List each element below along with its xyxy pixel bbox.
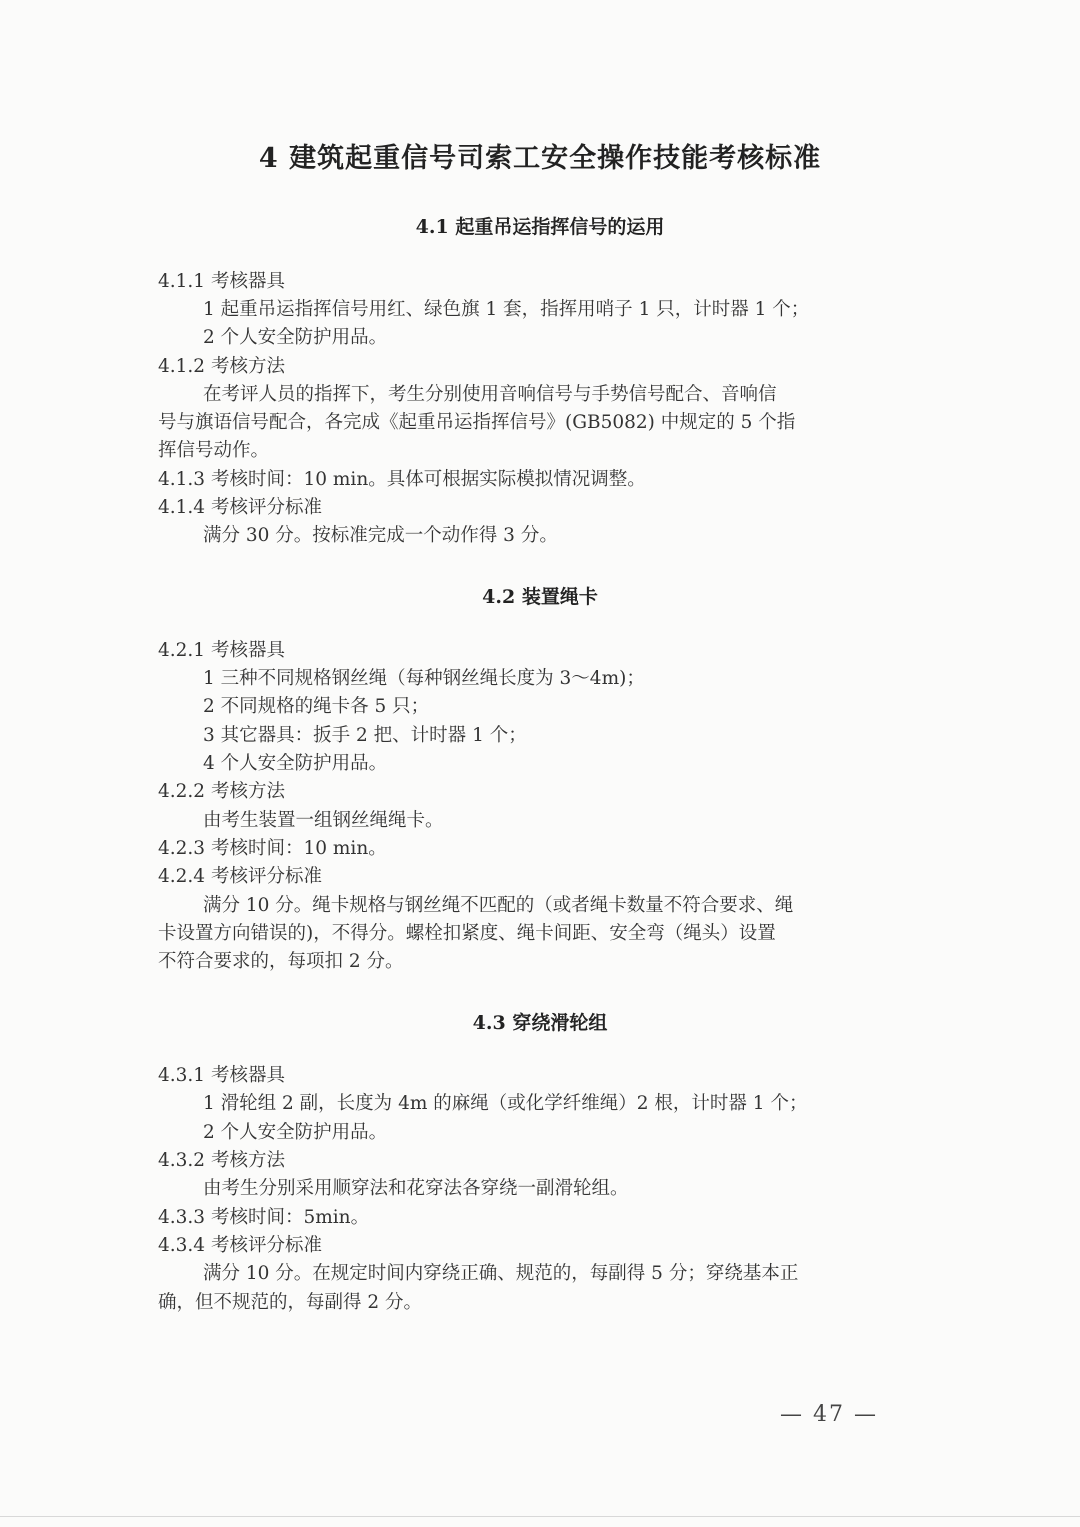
paragraph-line: 由考生装置一组钢丝绳绳卡。 xyxy=(203,810,444,831)
paragraph-line: 号与旗语信号配合，各完成《起重吊运指挥信号》(GB5082) 中规定的 5 个指 xyxy=(158,412,796,433)
paragraph-line: 满分 10 分。绳卡规格与钢丝绳不匹配的（或者绳卡数量不符合要求、绳 xyxy=(203,895,794,916)
list-item: 2 个人安全防护用品。 xyxy=(203,1122,388,1143)
paragraph-line: 在考评人员的指挥下，考生分别使用音响信号与手势信号配合、音响信 xyxy=(203,384,777,405)
section-4-3-heading: 4.3 穿绕滑轮组 xyxy=(472,1012,608,1034)
section-4-1-1-heading: 4.1.1 考核器具 xyxy=(158,271,285,292)
section-4-1-2-heading: 4.1.2 考核方法 xyxy=(158,356,285,377)
list-item: 1 起重吊运指挥信号用红、绿色旗 1 套，指挥用哨子 1 只，计时器 1 个； xyxy=(203,299,810,320)
section-4-3-4-heading: 4.3.4 考核评分标准 xyxy=(158,1235,322,1256)
section-4-2-3-text: 4.2.3 考核时间：10 min。 xyxy=(158,838,387,859)
section-4-1-3-text: 4.1.3 考核时间：10 min。具体可根据实际模拟情况调整。 xyxy=(158,469,646,490)
list-item: 3 其它器具：扳手 2 把、计时器 1 个； xyxy=(203,725,527,746)
list-item: 1 滑轮组 2 副，长度为 4m 的麻绳（或化学纤维绳）2 根，计时器 1 个； xyxy=(203,1093,808,1114)
section-4-2-1-heading: 4.2.1 考核器具 xyxy=(158,640,285,661)
paragraph-line: 挥信号动作。 xyxy=(158,440,270,461)
section-4-1-4-heading: 4.1.4 考核评分标准 xyxy=(158,497,322,518)
paragraph-line: 卡设置方向错误的)，不得分。螺栓扣紧度、绳卡间距、安全弯（绳头）设置 xyxy=(158,923,776,944)
list-item: 2 个人安全防护用品。 xyxy=(203,327,388,348)
list-item: 2 不同规格的绳卡各 5 只； xyxy=(203,696,430,717)
section-4-2-4-heading: 4.2.4 考核评分标准 xyxy=(158,866,322,887)
paragraph-line: 满分 10 分。在规定时间内穿绕正确、规范的，每副得 5 分；穿绕基本正 xyxy=(203,1263,799,1284)
page-title: 4 建筑起重信号司索工安全操作技能考核标准 xyxy=(258,143,822,174)
list-item: 1 三种不同规格钢丝绳（每种钢丝绳长度为 3～4m)； xyxy=(203,668,645,689)
section-4-2-heading: 4.2 装置绳卡 xyxy=(482,586,598,608)
section-4-1-heading: 4.1 起重吊运指挥信号的运用 xyxy=(415,216,665,238)
paragraph-line: 由考生分别采用顺穿法和花穿法各穿绕一副滑轮组。 xyxy=(203,1178,629,1199)
section-4-3-1-heading: 4.3.1 考核器具 xyxy=(158,1065,285,1086)
list-item: 4 个人安全防护用品。 xyxy=(203,753,388,774)
page-number: — 47 — xyxy=(780,1402,878,1427)
paragraph-line: 确，但不规范的，每副得 2 分。 xyxy=(158,1292,423,1313)
paragraph-line: 满分 30 分。按标准完成一个动作得 3 分。 xyxy=(203,525,558,546)
section-4-3-3-text: 4.3.3 考核时间：5min。 xyxy=(158,1207,370,1228)
section-4-2-2-heading: 4.2.2 考核方法 xyxy=(158,781,285,802)
section-4-3-2-heading: 4.3.2 考核方法 xyxy=(158,1150,285,1171)
bottom-divider xyxy=(0,1516,1080,1517)
paragraph-line: 不符合要求的，每项扣 2 分。 xyxy=(158,951,404,972)
